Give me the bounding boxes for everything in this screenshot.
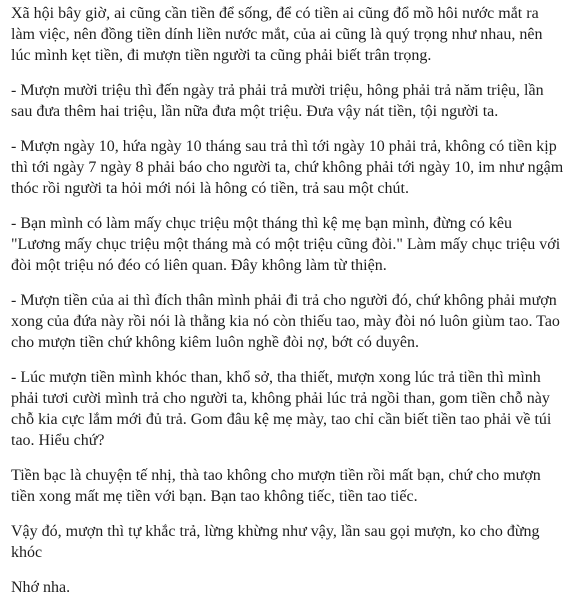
paragraph-rule-repay-directly: - Mượn tiền của ai thì đích thân mình phải đi trả cho người đó, chứ không phải mượn xong của đứa này rồi nói là thằng kia nó còn thiếu tao, mày đòi nó luôn giùm tao. Tao cho mượn tiền chứ không kiêm luôn nghề đòi nợ, bớt có duyên. [11, 292, 560, 351]
paragraph-rule-salary: - Bạn mình có làm mấy chục triệu một tháng thì kệ mẹ bạn mình, đừng có kêu "Lương mấy chục triệu một tháng mà có một triệu cũng đòi." Làm mấy chục triệu với đòi một triệu nó đéo có liên quan. Đây không làm từ thiện. [11, 215, 561, 274]
paragraph-intro: Xã hội bây giờ, ai cũng cần tiền để sống, để có tiền ai cũng đổ mồ hôi nước mắt ra làm việc, nên đồng tiền dính liền nước mắt, của ai cũng là quý trọng như nhau, nên lúc mình kẹt tiền, đi mượn tiền người ta cũng phải biết trân trọng. [11, 5, 543, 64]
paragraph-rule-amount: - Mượn mười triệu thì đến ngày trả phải trả mười triệu, hông phải trả năm triệu, lần sau đưa thêm hai triệu, lần nữa đưa một triệu. Đưa vậy nát tiền, tội người ta. [11, 82, 544, 120]
paragraph-rule-deadline: - Mượn ngày 10, hứa ngày 10 tháng sau trả thì tới ngày 10 phải trả, không có tiền kịp thì tới ngày 7 ngày 8 phải báo cho người ta, chứ không phải tới ngày 10, im như ngậm thóc rồi người ta hỏi mới nói là hông có tiền, trả sau một chút. [11, 138, 564, 197]
paragraph-conclusion: Vậy đó, mượn thì tự khắc trả, lừng khừng như vậy, lần sau gọi mượn, ko cho đừng khóc [11, 523, 540, 561]
paragraph-money-friendship: Tiền bạc là chuyện tế nhị, thà tao không cho mượn tiền rồi mất bạn, chứ cho mượn tiền xong mất mẹ tiền với bạn. Bạn tao không tiếc, tiền tao tiếc. [11, 467, 541, 505]
paragraph-signoff: Nhớ nha. [11, 579, 71, 596]
paragraph-rule-attitude: - Lúc mượn tiền mình khóc than, khổ sở, tha thiết, mượn xong lúc trả tiền thì mình phải tươi cười mình trả cho người ta, không phải lúc trả ngồi than, gom tiền chỗ này chỗ kia cực lắm mới đủ trả. Gom đâu kệ mẹ mày, tao chỉ cần biết tiền tao phải về túi tao. Hiểu chứ? [11, 369, 552, 449]
